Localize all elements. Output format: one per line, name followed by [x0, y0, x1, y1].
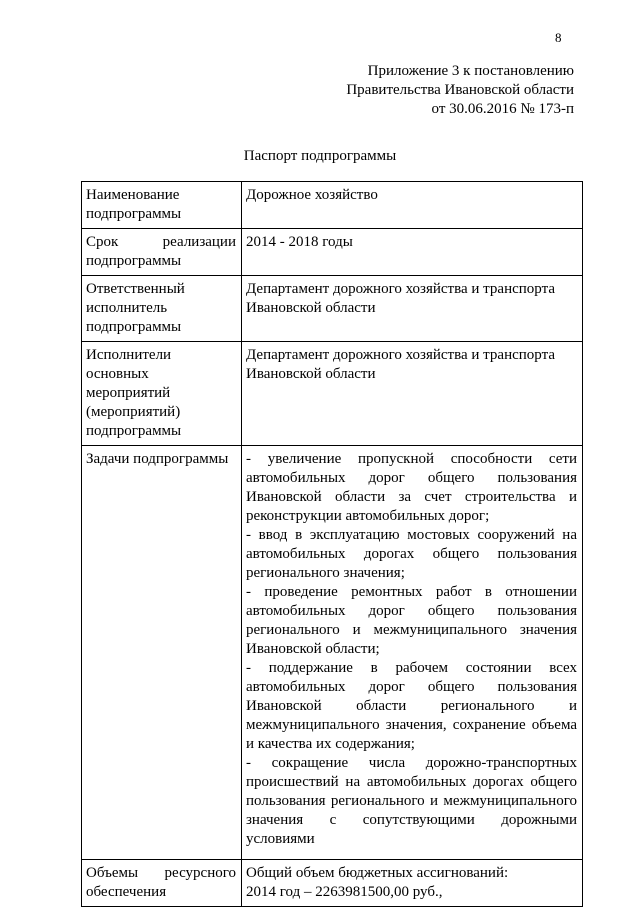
page-number: 8: [555, 30, 562, 45]
appendix-line-2: Правительства Ивановской области: [346, 82, 574, 98]
passport-row: [82, 446, 583, 860]
row-value-line: - сокращение числа дорожно-транспортных: [246, 755, 577, 771]
row-label-line: обеспечения: [86, 884, 167, 900]
row-value-line: регионального и межмуниципального значения: [246, 622, 577, 638]
row-label-line: Объемы ресурсного: [86, 865, 236, 881]
row-label: [82, 182, 242, 229]
row-value-line: происшествий на автомобильных дорогах общего: [246, 774, 577, 790]
row-value-line: автомобильных дорогах общего пользования: [246, 546, 577, 562]
row-value: [242, 446, 583, 860]
row-value-line: и качества их содержания;: [246, 736, 415, 752]
row-value-line: Ивановской области: [246, 300, 376, 316]
row-label: [82, 342, 242, 446]
row-label-line: Ответственный: [86, 281, 185, 297]
row-value-line: Ивановской области за счет строительства и: [246, 489, 577, 505]
row-value-line: Департамент дорожного хозяйства и транспорта: [246, 281, 555, 297]
row-value-line: 2014 - 2018 годы: [246, 234, 353, 250]
row-value: [242, 182, 583, 229]
passport-table-body: [82, 182, 583, 907]
row-label-line: исполнитель: [86, 300, 168, 316]
row-label-line: Исполнители основных: [86, 347, 172, 382]
row-value: [242, 276, 583, 342]
row-label-line: подпрограммы: [86, 319, 182, 335]
passport-row: [82, 276, 583, 342]
row-label-line: Задачи подпрограммы: [86, 451, 229, 467]
row-label-line: подпрограммы: [86, 423, 182, 439]
row-value-line: автомобильных дорог общего пользования: [246, 470, 577, 486]
row-value: [242, 342, 583, 446]
row-value: [242, 229, 583, 276]
row-value-line: Ивановской области регионального и: [246, 698, 577, 714]
row-value-line: - проведение ремонтных работ в отношении: [246, 584, 577, 600]
row-value-line: Ивановской области: [246, 366, 376, 382]
row-label: [82, 446, 242, 860]
row-value-line: автомобильных дорог общего пользования: [246, 603, 577, 619]
row-value-line: - поддержание в рабочем состоянии всех: [246, 660, 577, 676]
appendix-line-3: от 30.06.2016 № 173-п: [431, 101, 574, 117]
passport-row: [82, 229, 583, 276]
row-label-line: подпрограммы: [86, 206, 182, 222]
passport-row: [82, 182, 583, 229]
row-label: [82, 229, 242, 276]
row-value-line: Дорожное хозяйство: [246, 187, 378, 203]
row-label-line: мероприятий: [86, 385, 171, 401]
row-value: [242, 860, 583, 907]
row-value-line: Общий объем бюджетных ассигнований:: [246, 865, 509, 881]
row-label: [82, 860, 242, 907]
row-value-line: - ввод в эксплуатацию мостовых сооружений на: [246, 527, 577, 543]
row-label-line: Наименование: [86, 187, 180, 203]
passport-row: [82, 342, 583, 446]
row-label: [82, 276, 242, 342]
document-title: Паспорт подпрограммы: [243, 148, 397, 164]
passport-row: [82, 860, 583, 907]
cell-spacer: [246, 849, 577, 855]
row-value-line: значения с сопутствующими дорожными: [246, 812, 577, 828]
row-label-line: Срок реализации: [86, 234, 236, 250]
row-value-line: пользования регионального и межмуниципального: [246, 793, 577, 809]
row-label-line: (мероприятий): [86, 404, 181, 420]
passport-table: [81, 181, 583, 907]
row-value-line: Департамент дорожного хозяйства и транспорта: [246, 347, 555, 363]
row-value-line: 2014 год – 2263981500,00 руб.,: [246, 884, 443, 900]
row-value-line: межмуниципального значения, сохранение объема: [246, 717, 577, 733]
row-value-line: Ивановской области;: [246, 641, 380, 657]
appendix-line-1: Приложение 3 к постановлению: [367, 63, 574, 79]
row-label-line: подпрограммы: [86, 253, 182, 269]
row-value-line: реконструкции автомобильных дорог;: [246, 508, 490, 524]
row-value-line: - увеличение пропускной способности сети: [246, 451, 577, 467]
appendix-header: [346, 62, 574, 119]
row-value-line: условиями: [246, 831, 315, 847]
row-value-line: автомобильных дорог общего пользования: [246, 679, 577, 695]
row-value-line: регионального значения;: [246, 565, 405, 581]
